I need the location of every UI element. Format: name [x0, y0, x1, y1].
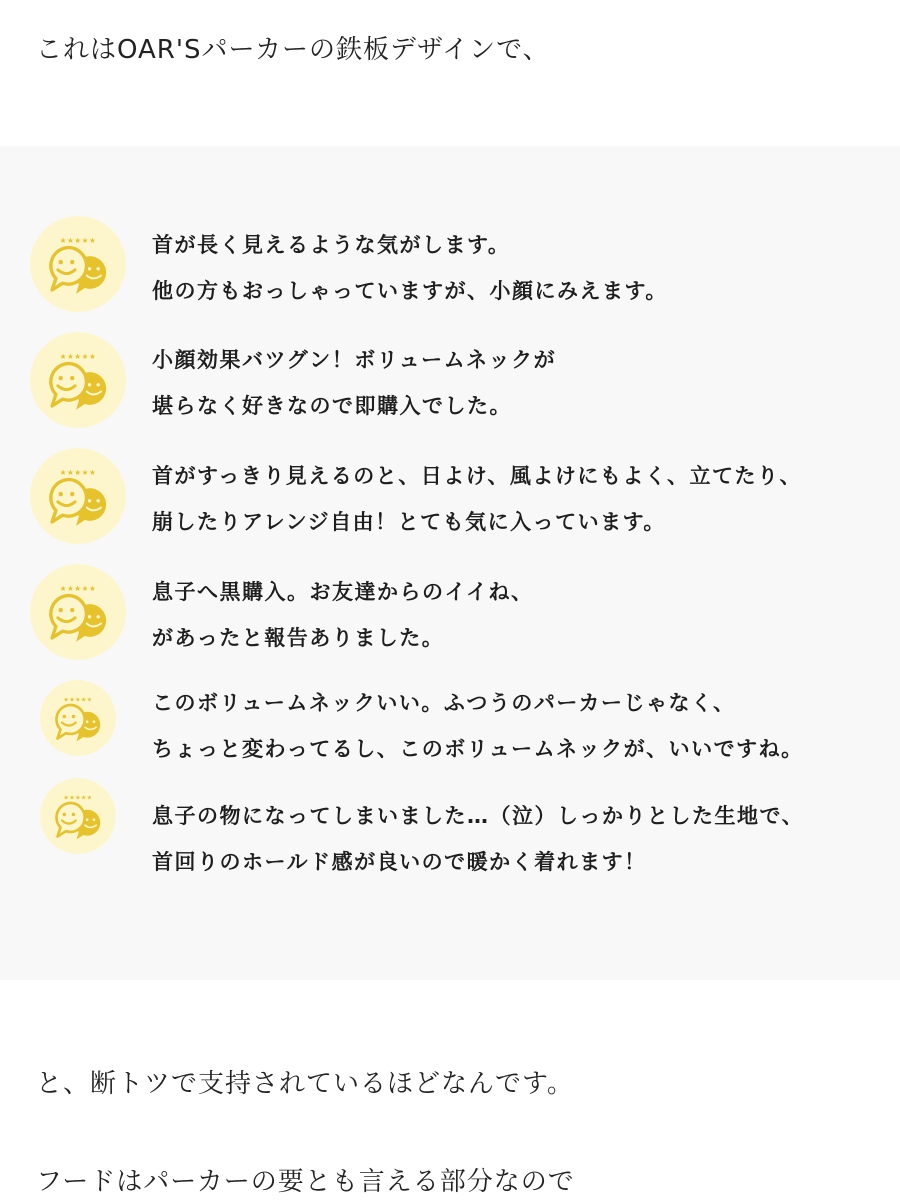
stars-icon: ★★★★★: [63, 696, 93, 704]
stars-icon: ★★★★★: [63, 794, 93, 802]
stars-icon: ★★★★★: [59, 351, 97, 361]
speech-bubbles-smile-icon: [40, 680, 116, 756]
review-line: 首が長く見えるような気がします。: [152, 233, 511, 257]
intro-text: これはOAR'Sパーカーの鉄板デザインで、: [36, 35, 550, 65]
review-line: 小顔効果バツグン！ボリュームネックが: [152, 348, 557, 372]
stars-icon: ★★★★★: [59, 583, 97, 593]
review-line: このボリュームネックいい。ふつうのパーカーじゃなく、: [152, 691, 736, 715]
speech-bubbles-smile-icon: [40, 778, 116, 854]
speech-bubbles-smile-icon: [30, 448, 126, 544]
review-text: [152, 222, 668, 314]
review-text: [152, 337, 556, 429]
reviewer-avatar: [40, 778, 116, 854]
stars-icon: ★★★★★: [59, 235, 97, 245]
outro-text: と、断トツで支持されているほどなんです。: [36, 1069, 574, 1099]
review-line: 首がすっきり見えるのと、日よけ、風よけにもよく、立てたり、: [152, 464, 802, 488]
review-line: 他の方もおっしゃっていますが、小顔にみえます。: [152, 279, 668, 303]
review-text: [152, 793, 804, 885]
review-text: [152, 569, 533, 661]
review-line: ちょっと変わってるし、このボリュームネックが、いいですね。: [152, 737, 804, 761]
next-paragraph-text: フードはパーカーの要とも言える部分なので: [36, 1167, 575, 1197]
reviewer-avatar: [30, 216, 126, 312]
review-line: 息子へ黒購入。お友達からのイイね、: [152, 580, 534, 604]
reviewer-avatar: [30, 564, 126, 660]
speech-bubbles-smile-icon: [30, 564, 126, 660]
review-section: [0, 146, 900, 980]
reviewer-avatar: [30, 448, 126, 544]
review-line: 崩したりアレンジ自由！とても気に入っています。: [152, 510, 666, 534]
speech-bubbles-smile-icon: [30, 332, 126, 428]
stars-icon: ★★★★★: [59, 467, 97, 477]
speech-bubbles-smile-icon: [30, 216, 126, 312]
reviewer-avatar: [30, 332, 126, 428]
review-text: [152, 453, 802, 545]
review-line: があったと報告ありました。: [152, 626, 445, 650]
review-line: 堪らなく好きなので即購入でした。: [152, 394, 512, 418]
reviewer-avatar: [40, 680, 116, 756]
review-line: 首回りのホールド感が良いので暖かく着れます！: [152, 850, 647, 874]
review-line: 息子の物になってしまいました…（泣）しっかりとした生地で、: [152, 804, 805, 828]
review-text: [152, 680, 804, 772]
